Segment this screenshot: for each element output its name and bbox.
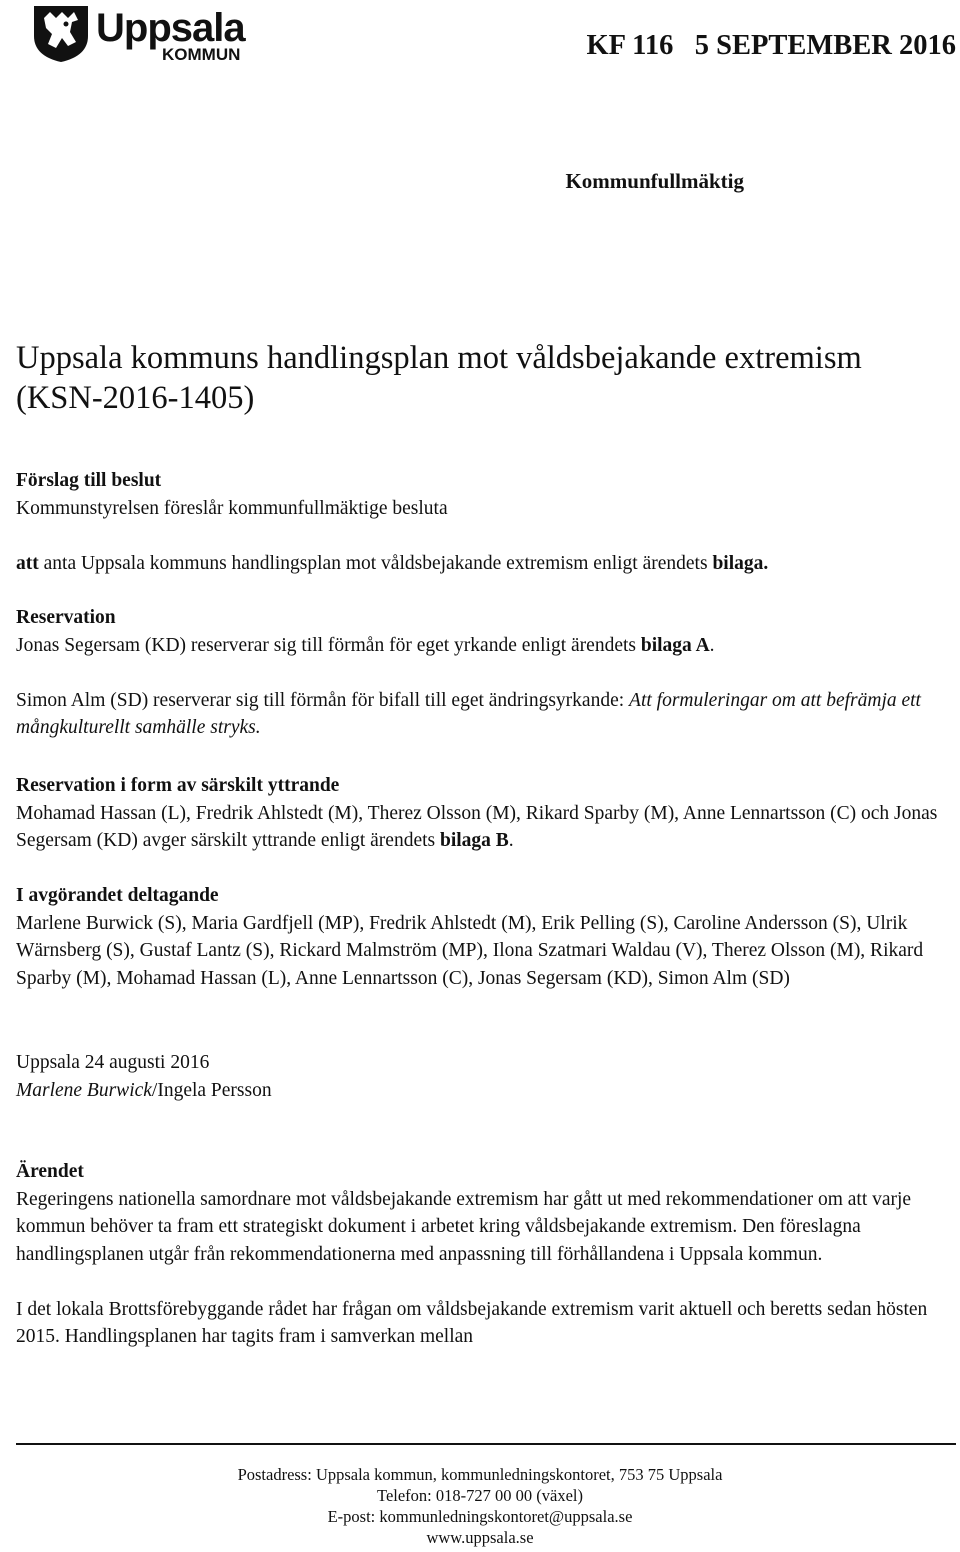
attachment-ref: bilaga A [640, 634, 710, 656]
title-line-2: (KSN-2016-1405) [16, 380, 255, 416]
signers: Marlene Burwick/Ingela Persson [16, 1079, 272, 1101]
reservation-heading: Reservation [16, 607, 116, 628]
proposal-att-clause: att anta Uppsala kommuns handlingsplan mot våldsbejakande extremism enligt ärendets bilaga. [16, 552, 769, 574]
proposal-heading: Förslag till beslut [16, 470, 162, 491]
matter-paragraph-2: I det lokala Brottsförebyggande rådet har frågan om våldsbejakande extremism varit aktuell och beretts sedan hösten 2015. Handlingsplanen har tagits fram i samverkan mellan [16, 1298, 928, 1347]
title-line-1: Uppsala kommuns handlingsplan mot våldsbejakande extremism [16, 340, 862, 376]
footer-email: E-post: kommunledningskontoret@uppsala.se [327, 1507, 633, 1526]
reservation-section [16, 604, 946, 742]
footer-address: Postadress: Uppsala kommun, kommunledningskontoret, 753 75 Uppsala [237, 1465, 723, 1484]
logo-wordmark: Uppsala [96, 6, 245, 50]
footer [0, 1464, 960, 1548]
footer-divider [16, 1443, 956, 1445]
special-statement-text: Mohamad Hassan (L), Fredrik Ahlstedt (M), Therez Olsson (M), Rikard Sparby (M), Anne Lennartsson (C) och Jonas Segersam (KD) avger särskilt yttrande enligt ärendets bilaga B. [16, 802, 938, 851]
uppsala-kommun-logo [30, 2, 280, 66]
proposal-intro: Kommunstyrelsen föreslår kommunfullmäktige besluta [16, 497, 448, 519]
participants-heading: I avgörandet deltagande [16, 885, 219, 906]
crest-lion-icon [30, 2, 92, 64]
attachment-ref: bilaga B [439, 830, 509, 851]
attachment-ref: bilaga. [712, 552, 769, 574]
meeting-reference: KF 116 5 SEPTEMBER 2016 [586, 30, 956, 61]
footer-phone: Telefon: 018-727 00 00 (växel) [377, 1486, 583, 1505]
proposal-section [16, 467, 946, 577]
decision-body: Kommunfullmäktig [565, 169, 744, 193]
amendment-text: Att formuleringar om att befrämja ett mångkulturellt samhälle stryks. [16, 689, 921, 738]
reservation-kd: Jonas Segersam (KD) reserverar sig till förmån för eget yrkande enligt ärendets bilaga A. [16, 634, 715, 656]
participants-section [16, 882, 946, 992]
special-statement-heading: Reservation i form av särskilt yttrande [16, 775, 340, 796]
special-statement-section [16, 772, 946, 855]
page-title [16, 338, 862, 418]
participants-list: Marlene Burwick (S), Maria Gardfjell (MP), Fredrik Ahlstedt (M), Erik Pelling (S), Caroline Andersson (S), Ulrik Wärnsberg (S), Gustaf Lantz (S), Rickard Malmström (MP), Ilona Szatmari Waldau (V), Therez Olsson (M), Rikard Sparby (M), Mohamad Hassan (L), Anne Lennartsson (C), Jonas Segersam (KD), Simon Alm (SD) [16, 912, 924, 989]
att-keyword: att [16, 552, 39, 574]
reservation-sd: Simon Alm (SD) reserverar sig till förmån för bifall till eget ändringsyrkande: Att formuleringar om att befrämja ett mångkulturellt samhälle stryks. [16, 689, 921, 738]
signature-section [16, 1049, 946, 1104]
logo-subtitle: KOMMUN [162, 45, 241, 64]
footer-website: www.uppsala.se [426, 1528, 534, 1547]
matter-paragraph-1: Regeringens nationella samordnare mot våldsbejakande extremism har gått ut med rekommendationer om att varje kommun behöver ta fram ett strategiskt dokument i arbetet kring våldsbejakande extremism. Den föreslagna handlingsplanen utgår från rekommendationerna med anpassning till förhållandena i Uppsala kommun. [16, 1188, 912, 1265]
matter-section [16, 1158, 946, 1351]
place-date: Uppsala 24 augusti 2016 [16, 1052, 210, 1073]
matter-heading: Ärendet [16, 1161, 84, 1182]
